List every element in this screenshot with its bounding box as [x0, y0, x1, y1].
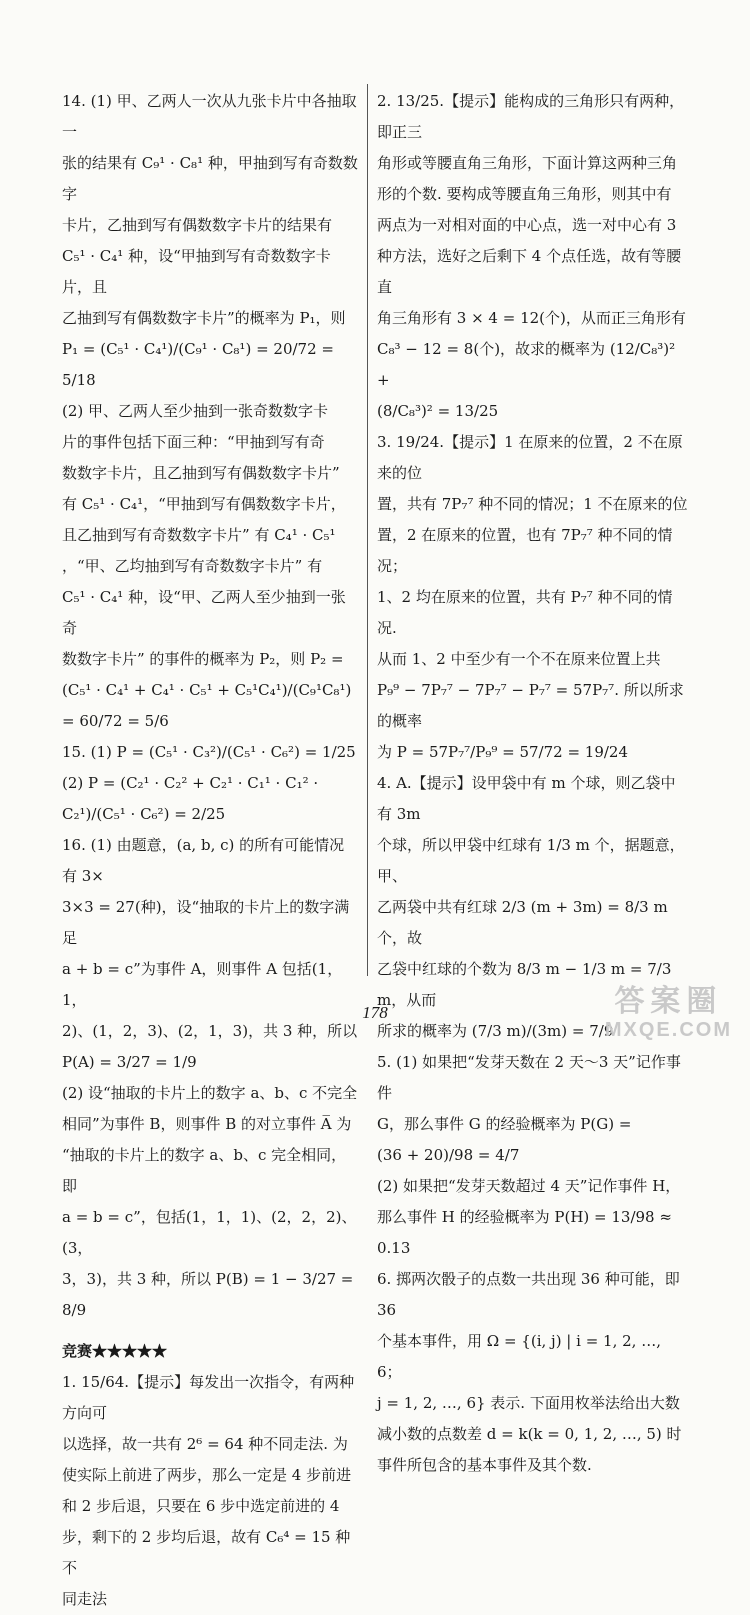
- text-line: 乙两袋中共有红球 2/3 (m + 3m) = 8/3 m 个，故: [377, 898, 673, 947]
- text-line: 两点为一对相对面的中心点，选一对中心有 3: [377, 216, 677, 234]
- text-line: 个球，所以甲袋中红球有 1/3 m 个，据题意，甲、: [377, 836, 685, 885]
- text-line: 3×3 = 27(种)，设“抽取的卡片上的数字满足: [62, 898, 350, 947]
- formula-line: 所求的概率为 (7/3 m)/(3m) = 7/9: [377, 1022, 614, 1040]
- formula-line: (C₅¹ · C₄¹ + C₄¹ · C₅¹ + C₅¹C₄¹)/(C₉¹C₈¹) = 60/72 = 5/6: [62, 681, 357, 730]
- text-line: G，那么事件 G 的经验概率为 P(G) =: [377, 1115, 632, 1133]
- text-line: 形的个数. 要构成等腰直角三角形，则其中有: [377, 185, 672, 203]
- text-line: 乙抽到写有偶数数字卡片”的概率为 P₁，则: [62, 309, 346, 327]
- text-line: 0.13: [377, 1239, 411, 1257]
- text-line: C₅¹ · C₄¹ 种，设“甲抽到写有奇数数字卡片，且: [62, 247, 331, 296]
- text-line: 那么事件 H 的经验概率为 P(H) = 13/98 ≈: [377, 1208, 672, 1226]
- text-line: 3. 19/24.【提示】1 在原来的位置，2 不在原来的位: [377, 433, 683, 482]
- text-line: 角形或等腰直角三角形，下面计算这两种三角: [377, 154, 678, 172]
- text-line: 且乙抽到写有奇数数字卡片” 有 C₄¹ · C₅¹: [62, 526, 336, 544]
- watermark-url: MXQE.COM: [604, 1019, 732, 1041]
- text-line: 乙袋中红球的个数为 8/3 m − 1/3 m = 7/3 m，从而: [377, 960, 677, 1009]
- text-line: 事件所包含的基本事件及其个数.: [377, 1456, 592, 1474]
- text-line: 1. 15/64.【提示】每发出一次指令，有两种方向可: [62, 1373, 355, 1422]
- text-line: 同走法: [62, 1590, 108, 1608]
- text-line: 2)、(1，2，3)、(2，1，3)，共 3 种，所以: [62, 1022, 358, 1040]
- text-line: a = b = c”，包括(1，1，1)、(2，2，2)、(3，: [62, 1208, 357, 1257]
- formula-line: P(A) = 3/27 = 1/9: [62, 1053, 197, 1071]
- text-line: 减小数的点数差 d = k(k = 0, 1, 2, …, 5) 时: [377, 1425, 682, 1443]
- text-line: “抽取的卡片上的数字 a、b、c 完全相同，即: [62, 1146, 347, 1195]
- text-line: 1、2 均在原来的位置，共有 P₇⁷ 种不同的情况.: [377, 588, 673, 637]
- section-heading: 竞赛★★★★★: [62, 1342, 168, 1360]
- text-line: 14. (1) 甲、乙两人一次从九张卡片中各抽取一: [62, 92, 357, 141]
- text-line: (2) 甲、乙两人至少抽到一张奇数数字卡: [62, 402, 329, 420]
- formula-line: C₈³ − 12 = 8(个)，故求的概率为 (12/C₈³)² +: [377, 340, 680, 389]
- text-line: 置，共有 7P₇⁷ 种不同的情况；1 不在原来的位: [377, 495, 688, 513]
- watermark-title: 答案圈: [614, 985, 723, 1018]
- text-line: 4. A.【提示】设甲袋中有 m 个球，则乙袋中有 3m: [377, 774, 676, 823]
- text-line: 步，剩下的 2 步均后退，故有 C₆⁴ = 15 种不: [62, 1528, 351, 1577]
- text-line: 有 C₅¹ · C₄¹，“甲抽到写有偶数数字卡片，: [62, 495, 346, 513]
- text-line: 置，2 在原来的位置，也有 7P₇⁷ 种不同的情况；: [377, 526, 673, 575]
- text-line: 卡片，乙抽到写有偶数数字卡片的结果有: [62, 216, 333, 234]
- text-line: 张的结果有 C₉¹ · C₈¹ 种，甲抽到写有奇数数字: [62, 154, 358, 203]
- page-number: 178: [362, 1003, 388, 1022]
- text-line: 16. (1) 由题意，(a, b, c) 的所有可能情况有 3×: [62, 836, 345, 885]
- text-line: 角三角形有 3 × 4 = 12(个)，从而正三角形有: [377, 309, 686, 327]
- text-line: 从而 1、2 中至少有一个不在原来位置上共: [377, 650, 661, 668]
- formula-line: P₁ = (C₅¹ · C₄¹)/(C₉¹ · C₈¹) = 20/72 = 5/18: [62, 340, 339, 389]
- text-line: j = 1, 2, …, 6} 表示. 下面用枚举法给出大数: [377, 1394, 680, 1412]
- text-line: 个基本事件，用 Ω = {(i, j) | i = 1, 2, …, 6；: [377, 1332, 666, 1381]
- text-line: 数数字卡片，且乙抽到写有偶数数字卡片”: [62, 464, 340, 482]
- text-line: 以选择，故一共有 2⁶ = 64 种不同走法. 为: [62, 1435, 348, 1453]
- text-line: 3，3)，共 3 种，所以 P(B) = 1 − 3/27 = 8/9: [62, 1270, 359, 1319]
- text-line: (2) 如果把“发芽天数超过 4 天”记作事件 H，: [377, 1177, 681, 1195]
- right-column: [377, 86, 689, 1481]
- formula-line: 为 P = 57P₇⁷/P₉⁹ = 57/72 = 19/24: [377, 743, 629, 761]
- text-line: 片的事件包括下面三种：“甲抽到写有奇: [62, 433, 325, 451]
- text-line: ，“甲、乙均抽到写有奇数数字卡片” 有: [62, 557, 323, 575]
- text-line: 使实际上前进了两步，那么一定是 4 步前进: [62, 1466, 352, 1484]
- text-line: 和 2 步后退，只要在 6 步中选定前进的 4: [62, 1497, 340, 1515]
- text-line: 相同”为事件 B，则事件 B 的对立事件 A̅ 为: [62, 1115, 352, 1133]
- watermark-logo: [605, 985, 732, 1041]
- left-column: [62, 86, 358, 1615]
- text-line: 种方法，选好之后剩下 4 个点任选，故有等腰直: [377, 247, 682, 296]
- formula-line: 15. (1) P = (C₅¹ · C₃²)/(C₅¹ · C₆²) = 1/25: [62, 743, 356, 761]
- text-line: P₉⁹ − 7P₇⁷ − 7P₇⁷ − P₇⁷ = 57P₇⁷. 所以所求的概率: [377, 681, 684, 730]
- text-line: 5. (1) 如果把“发芽天数在 2 天～3 天”记作事件: [377, 1053, 681, 1102]
- formula-line: (8/C₈³)² = 13/25: [377, 402, 499, 420]
- text-line: a + b = c”为事件 A，则事件 A 包括(1，1，: [62, 960, 343, 1009]
- column-divider: [367, 84, 368, 976]
- text-line: 6. 掷两次骰子的点数一共出现 36 种可能，即 36: [377, 1270, 685, 1319]
- text-line: 2. 13/25.【提示】能构成的三角形只有两种，即正三: [377, 92, 685, 141]
- formula-line: (36 + 20)/98 = 4/7: [377, 1146, 520, 1164]
- text-line: 数数字卡片” 的事件的概率为 P₂，则 P₂ =: [62, 650, 344, 668]
- text-line: C₅¹ · C₄¹ 种，设“甲、乙两人至少抽到一张奇: [62, 588, 346, 637]
- text-line: (2) 设“抽取的卡片上的数字 a、b、c 不完全: [62, 1084, 358, 1102]
- formula-line: (2) P = (C₂¹ · C₂² + C₂¹ · C₁¹ · C₁² · C₂¹)/(C₅¹ · C₆²) = 2/25: [62, 774, 323, 823]
